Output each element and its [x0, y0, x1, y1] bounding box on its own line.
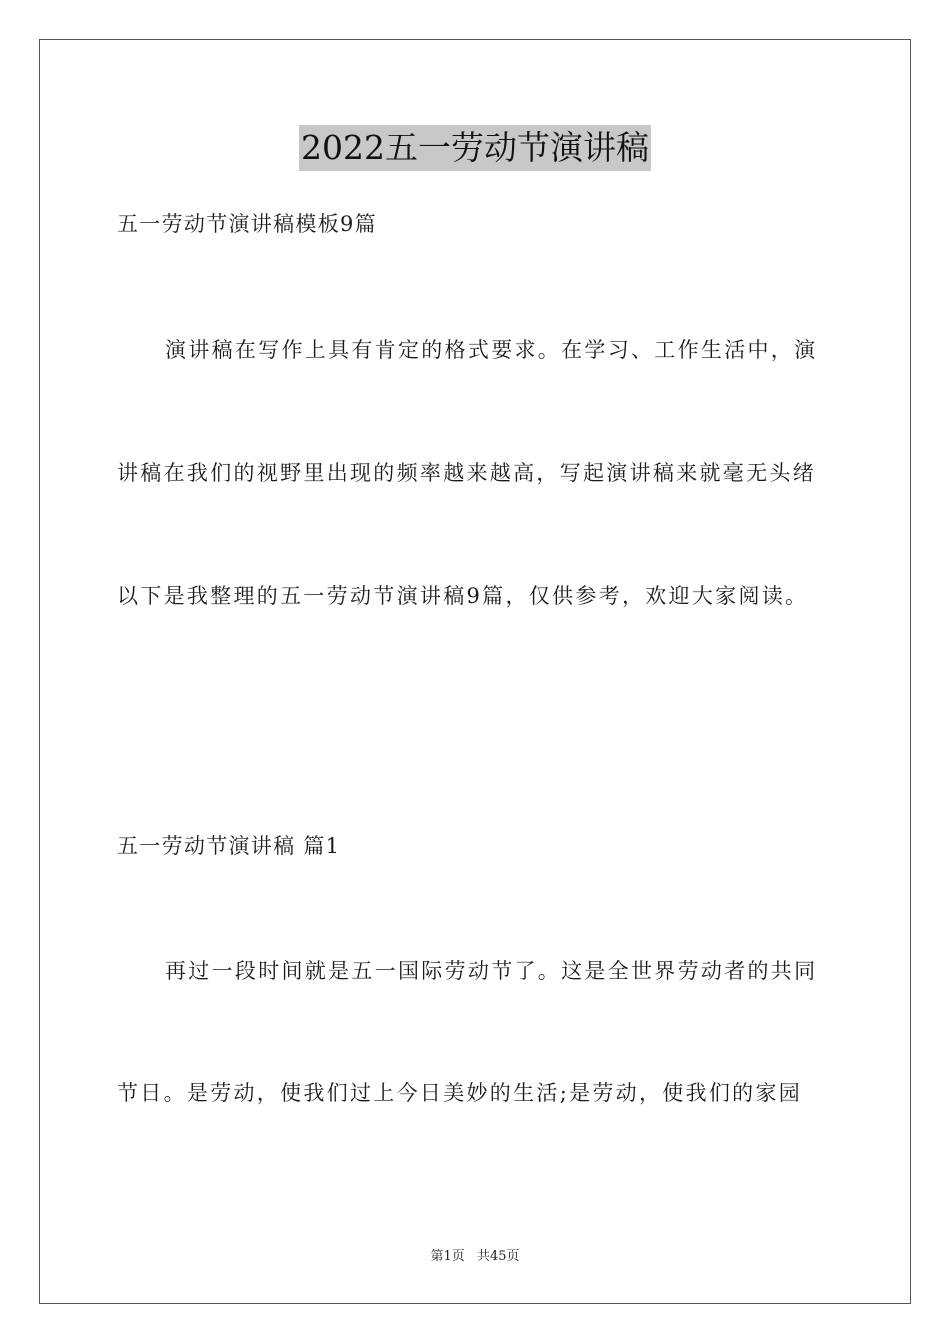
subtitle-line: 五一劳动节演讲稿模板9篇: [117, 212, 377, 236]
paragraph-line: 节日。是劳动，使我们过上今日美妙的生活;是劳动，使我们的家园: [117, 1081, 803, 1105]
section-heading: 五一劳动节演讲稿 篇1: [117, 834, 341, 858]
page-footer: [0, 1248, 950, 1266]
paragraph-line: 讲稿在我们的视野里出现的频率越来越高，写起演讲稿来就毫无头绪: [117, 461, 816, 485]
paragraph-line: 以下是我整理的五一劳动节演讲稿9篇，仅供参考，欢迎大家阅读。: [117, 584, 809, 608]
document-title: 2022五一劳动节演讲稿: [299, 125, 651, 171]
paragraph-line: 演讲稿在写作上具有肯定的格式要求。在学习、工作生活中，演: [165, 338, 818, 362]
paragraph-line: 再过一段时间就是五一国际劳动节了。这是全世界劳动者的共同: [165, 959, 818, 983]
page-number: 第1页: [430, 1249, 465, 1264]
title-container: [0, 125, 950, 171]
page-total: 共45页: [476, 1249, 520, 1264]
